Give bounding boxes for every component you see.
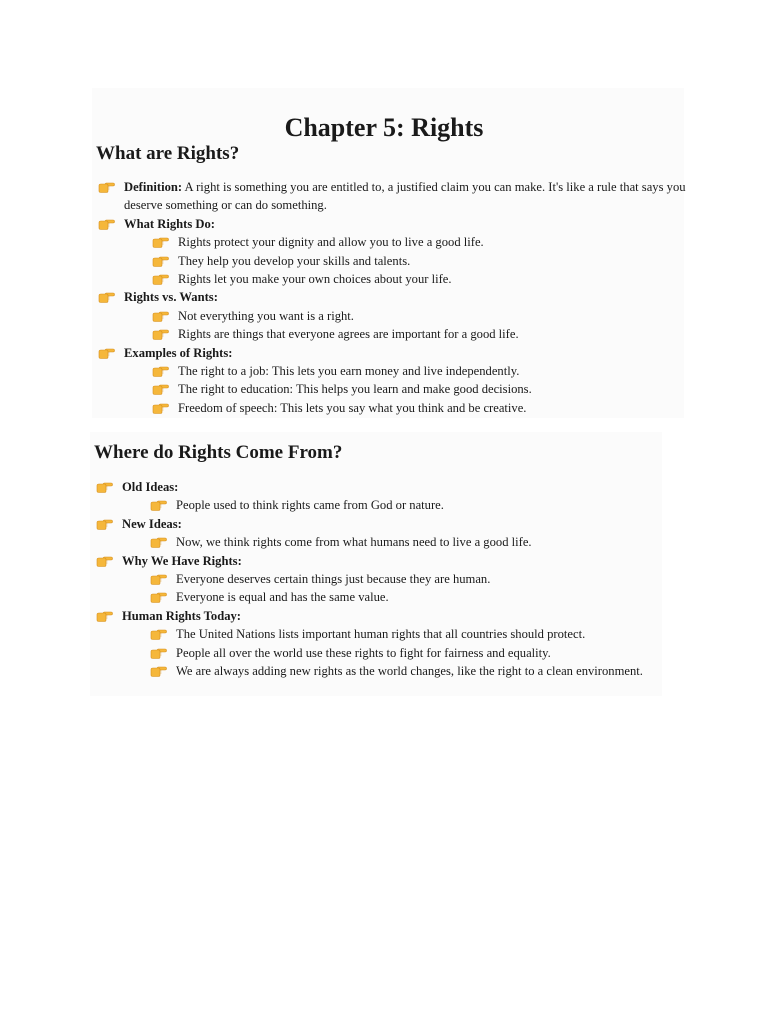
sub-list-item: [150, 644, 666, 662]
section-heading: What are Rights?: [96, 143, 240, 164]
item-label: What Rights Do:: [124, 216, 215, 231]
sub-list-item: [152, 270, 688, 288]
sub-item-text: We are always adding new rights as the world changes, like the right to a clean environment.: [176, 664, 643, 679]
sub-list-item: [150, 625, 666, 643]
pointing-hand-icon: [152, 255, 169, 267]
item-label: Human Rights Today:: [122, 608, 241, 623]
pointing-hand-icon: [150, 591, 167, 603]
list-item: [96, 607, 666, 681]
pointing-hand-icon: [152, 383, 169, 395]
page-title: Chapter 5: Rights: [284, 113, 484, 143]
pointing-hand-icon: [150, 628, 167, 640]
sub-list-item: [152, 380, 688, 398]
list-item: [96, 515, 666, 552]
sub-list-item: [152, 307, 688, 325]
sub-item-text: Everyone deserves certain things just because they are human.: [176, 572, 491, 587]
sub-list-item: [152, 233, 688, 251]
list-item: [98, 178, 688, 215]
sub-item-text: People all over the world use these rights to fight for fairness and equality.: [176, 645, 551, 660]
sub-item-text: They help you develop your skills and talents.: [178, 253, 411, 268]
sub-item-text: Rights protect your dignity and allow you to live a good life.: [178, 235, 484, 250]
sub-item-text: Freedom of speech: This lets you say what you think and be creative.: [178, 400, 527, 415]
sub-list: [122, 496, 666, 514]
sub-list-item: [150, 662, 666, 680]
sub-list-item: [152, 325, 688, 343]
pointing-hand-icon: [98, 181, 115, 193]
pointing-hand-icon: [152, 310, 169, 322]
sub-list-item: [150, 570, 666, 588]
item-label: Old Ideas:: [122, 480, 179, 494]
sub-item-text: The right to a job: This lets you earn money and live independently.: [178, 364, 520, 379]
pointing-hand-icon: [98, 291, 115, 303]
pointing-hand-icon: [150, 573, 167, 585]
pointing-hand-icon: [150, 499, 167, 511]
pointing-hand-icon: [98, 218, 115, 230]
list-item: [96, 478, 666, 515]
list-item: [96, 552, 666, 607]
pointing-hand-icon: [152, 365, 169, 377]
bullet-list: [96, 478, 666, 680]
sub-item-text: The United Nations lists important human rights that all countries should protect.: [176, 627, 586, 642]
item-label: New Ideas:: [122, 516, 182, 531]
bullet-list: [98, 178, 688, 417]
sub-item-text: Now, we think rights come from what humans need to live a good life.: [176, 535, 532, 550]
sub-list-item: [152, 252, 688, 270]
item-label: Examples of Rights:: [124, 345, 233, 360]
sub-list: [122, 625, 666, 680]
pointing-hand-icon: [98, 347, 115, 359]
item-label: Why We Have Rights:: [122, 553, 242, 568]
list-item: [98, 344, 688, 418]
sub-list: [124, 233, 688, 288]
sub-list-item: [150, 588, 666, 606]
pointing-hand-icon: [96, 481, 113, 493]
sub-list-item: [152, 362, 688, 380]
pointing-hand-icon: [150, 647, 167, 659]
item-label: Rights vs. Wants:: [124, 290, 218, 305]
sub-list: [122, 533, 666, 551]
pointing-hand-icon: [150, 536, 167, 548]
pointing-hand-icon: [96, 518, 113, 530]
sub-list-item: [150, 496, 666, 514]
pointing-hand-icon: [96, 555, 113, 567]
item-label: Definition:: [124, 180, 183, 194]
pointing-hand-icon: [152, 273, 169, 285]
sub-list: [124, 307, 688, 344]
sub-list: [124, 362, 688, 417]
section-heading: Where do Rights Come From?: [94, 442, 343, 463]
pointing-hand-icon: [150, 665, 167, 677]
pointing-hand-icon: [152, 236, 169, 248]
pointing-hand-icon: [152, 402, 169, 414]
sub-list-item: [150, 533, 666, 551]
list-item: [98, 215, 688, 289]
sub-item-text: Rights let you make your own choices about your life.: [178, 272, 452, 287]
sub-item-text: Rights are things that everyone agrees are important for a good life.: [178, 327, 519, 342]
item-text: A right is something you are entitled to, a justified claim you can make. It's like a rule that says you deserve something or can do something.: [124, 180, 686, 213]
sub-item-text: The right to education: This helps you learn and make good decisions.: [178, 382, 532, 397]
sub-item-text: People used to think rights came from God or nature.: [176, 498, 444, 513]
pointing-hand-icon: [96, 610, 113, 622]
sub-list-item: [152, 399, 688, 417]
pointing-hand-icon: [152, 328, 169, 340]
list-item: [98, 288, 688, 343]
sub-item-text: Everyone is equal and has the same value.: [176, 590, 389, 605]
sub-item-text: Not everything you want is a right.: [178, 308, 354, 323]
sub-list: [122, 570, 666, 607]
